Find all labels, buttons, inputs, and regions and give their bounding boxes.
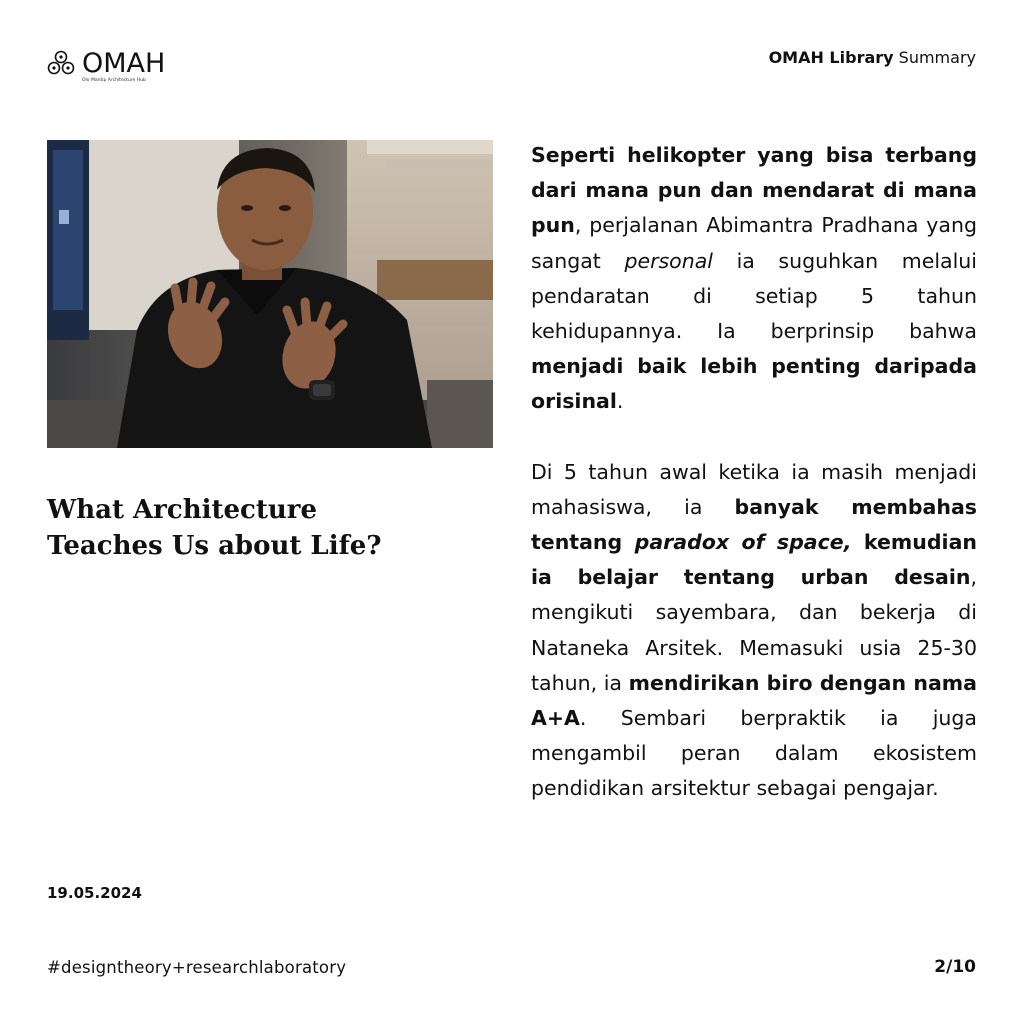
speaker-photo bbox=[47, 140, 493, 448]
series-label-rest: Summary bbox=[898, 48, 976, 67]
summary-body bbox=[531, 138, 977, 807]
post-date: 19.05.2024 bbox=[47, 884, 142, 902]
italic-text: personal bbox=[624, 248, 713, 273]
body-text: Di 5 tahun awal ketika ia masih menjadi mahasiswa, ia bbox=[531, 459, 977, 519]
speaker-photo-image bbox=[47, 140, 493, 448]
page-title bbox=[47, 492, 467, 564]
page-counter: 2/10 bbox=[934, 957, 976, 977]
brand-name: OMAH bbox=[82, 48, 166, 79]
summary-paragraph-1 bbox=[531, 138, 977, 420]
title-line-1: What Architecture bbox=[47, 495, 318, 525]
body-text: , perjalanan Abimantra Pradhana yang sangat bbox=[531, 213, 977, 273]
body-text: . bbox=[616, 389, 624, 414]
brand-tagline: Olo Mantip Architecture Hub bbox=[82, 78, 146, 83]
series-label bbox=[769, 48, 976, 67]
brand-logo bbox=[46, 44, 226, 90]
emphasis-italic-text: paradox of space, bbox=[634, 530, 852, 555]
hashtag: #designtheory+researchlaboratory bbox=[47, 958, 347, 977]
summary-paragraph-2 bbox=[531, 455, 977, 807]
series-label-bold: OMAH Library bbox=[768, 48, 894, 67]
body-text: . Sembari berpraktik ia juga mengambil peran dalam ekosistem pendidikan arsitektur sebagai pengajar. bbox=[531, 706, 977, 801]
emphasis-text: kemudian ia belajar tentang urban desain bbox=[531, 530, 978, 590]
emphasis-text: menjadi baik lebih penting daripada orisinal bbox=[531, 354, 977, 414]
body-text: ia suguhkan melalui pendaratan di setiap 5 tahun kehidupannya. Ia berprinsip bahwa bbox=[531, 248, 977, 344]
emphasis-text: Seperti helikopter yang bisa terbang dari mana pun dan mendarat di mana pun bbox=[531, 143, 977, 238]
title-line-2: Teaches Us about Life? bbox=[47, 531, 382, 561]
emphasis-text: mendirikan biro dengan nama A+A bbox=[531, 670, 978, 731]
body-text: , mengikuti sayembara, dan bekerja di Nataneka Arsitek. Memasuki usia 25-30 tahun, ia bbox=[531, 565, 977, 695]
triple-circle-logo-icon bbox=[46, 50, 76, 76]
emphasis-text: banyak membahas tentang bbox=[531, 494, 977, 555]
